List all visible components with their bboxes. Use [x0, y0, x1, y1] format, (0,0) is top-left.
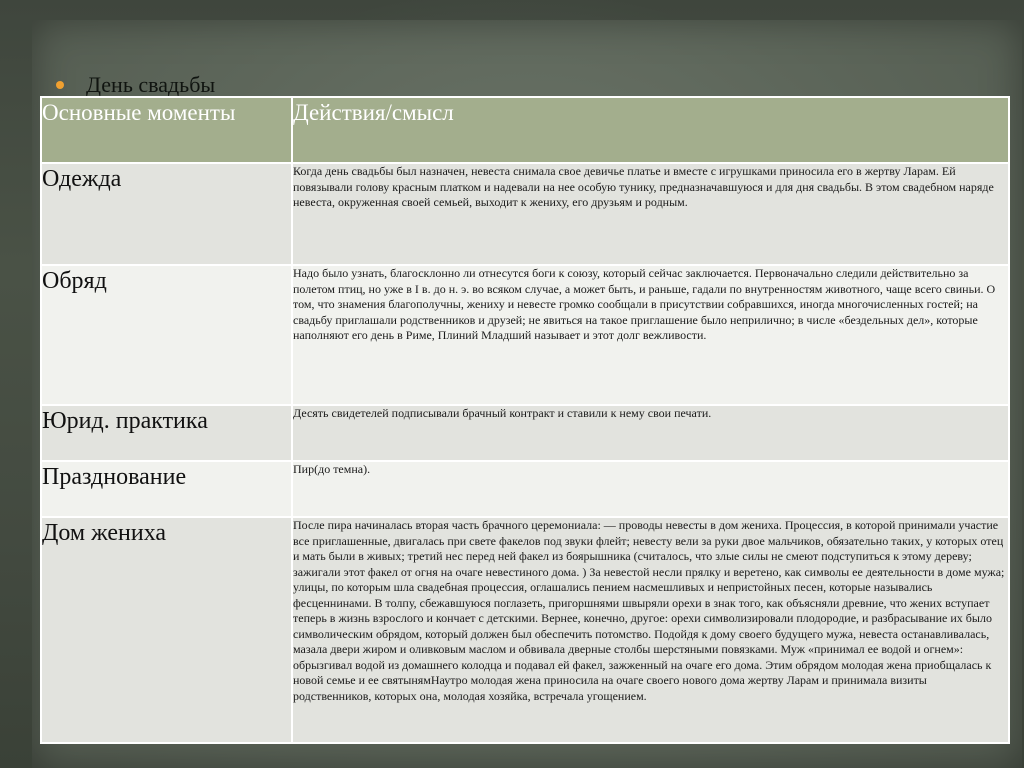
row-name: Одежда: [41, 163, 292, 265]
table-row-legal: [41, 405, 1009, 461]
row-name: Обряд: [41, 265, 292, 405]
row-name: Юрид. практика: [41, 405, 292, 461]
row-description: Надо было узнать, благосклонно ли отнесутся боги к союзу, который сейчас заключается. Первоначально следили действительно за полетом птиц, но уже в I в. до н. э. во всяком случае, а может быть, и раньше, гадали по внутренностям животного, чаще всего свиньи. О том, что знамения благополучны, жениху и невесте громко сообщали в присутствии собравшихся, иногда многочисленных гостей; на свадьбу приглашали родственников и друзей; не явиться на такое приглашение было неприлично; в числе «бездельных дел», которые наполняют его день в Риме, Плиний Младший называет и этот долг вежливости.: [292, 265, 1009, 405]
table-row-grooms-house: [41, 517, 1009, 743]
table-row-rite: [41, 265, 1009, 405]
row-description: Пир(до темна).: [292, 461, 1009, 517]
row-name: Дом жениха: [41, 517, 292, 743]
slide-title: [56, 72, 215, 98]
table-row-clothing: [41, 163, 1009, 265]
column-header-actions: Действия/смысл: [292, 97, 1009, 163]
bullet-dot-icon: [56, 81, 64, 89]
wedding-day-table: [40, 96, 1010, 744]
row-description: Когда день свадьбы был назначен, невеста снимала свое девичье платье и вместе с игрушками приносила его в жертву Ларам. Ей повязывали голову красным платком и надевали на нее особую тунику, предназначавшуюся и для дня свадьбы. В этом свадебном наряде невеста, окруженная своей семьей, выходит к жениху, его друзьям и родным.: [292, 163, 1009, 265]
row-description: Десять свидетелей подписывали брачный контракт и ставили к нему свои печати.: [292, 405, 1009, 461]
table-header-row: [41, 97, 1009, 163]
row-name: Празднование: [41, 461, 292, 517]
table-row-celebration: [41, 461, 1009, 517]
row-description: После пира начиналась вторая часть брачного церемониала: — проводы невесты в дом жениха. Процессия, в которой принимали участие все приглашенные, двигалась при свете факелов под звуки флейт; невесту вели за руки двое мальчиков, обязательно таких, у которых отец и мать были в живых; третий нес перед ней факел из боярышника (считалось, что злые силы не смеют подступиться к этому дереву; зажигали этот факел от огня на очаге невестиного дома. ) За невестой несли прялку и веретено, как символы ее деятельности в доме мужа; улицы, по которым шла свадебная процессия, оглашались пением насмешливых и непристойных песен, которые назывались фесценнинами. В толпу, сбежавшуюся поглазеть, пригоршнями швыряли орехи в знак того, как объясняли древние, что жених вступает теперь в жизнь взрослого и кончает с детскими. Вернее, конечно, другое: орехи символизировали плодородие, и разбрасывание их было символическим обрядом, который должен был обеспечить потомство. Подойдя к дому своего будущего мужа, невеста останавливалась, мазала двери жиром и оливковым маслом и обвивала дверные столбы шерстяными повязками. Муж «принимал ее водой и огнем»: обрызгивал водой из домашнего колодца и подавал ей факел, зажженный на очаге его дома. Этим обрядом молодая жена приобщалась к новой семье и ее святынямНаутро молодая жена приносила на очаге своего нового дома жертву Ларам и принимала визиты родственников, которых она, молодая хозяйка, встречала угощением.: [292, 517, 1009, 743]
slide-title-text: День свадьбы: [86, 72, 216, 97]
column-header-moments: Основные моменты: [41, 97, 292, 163]
